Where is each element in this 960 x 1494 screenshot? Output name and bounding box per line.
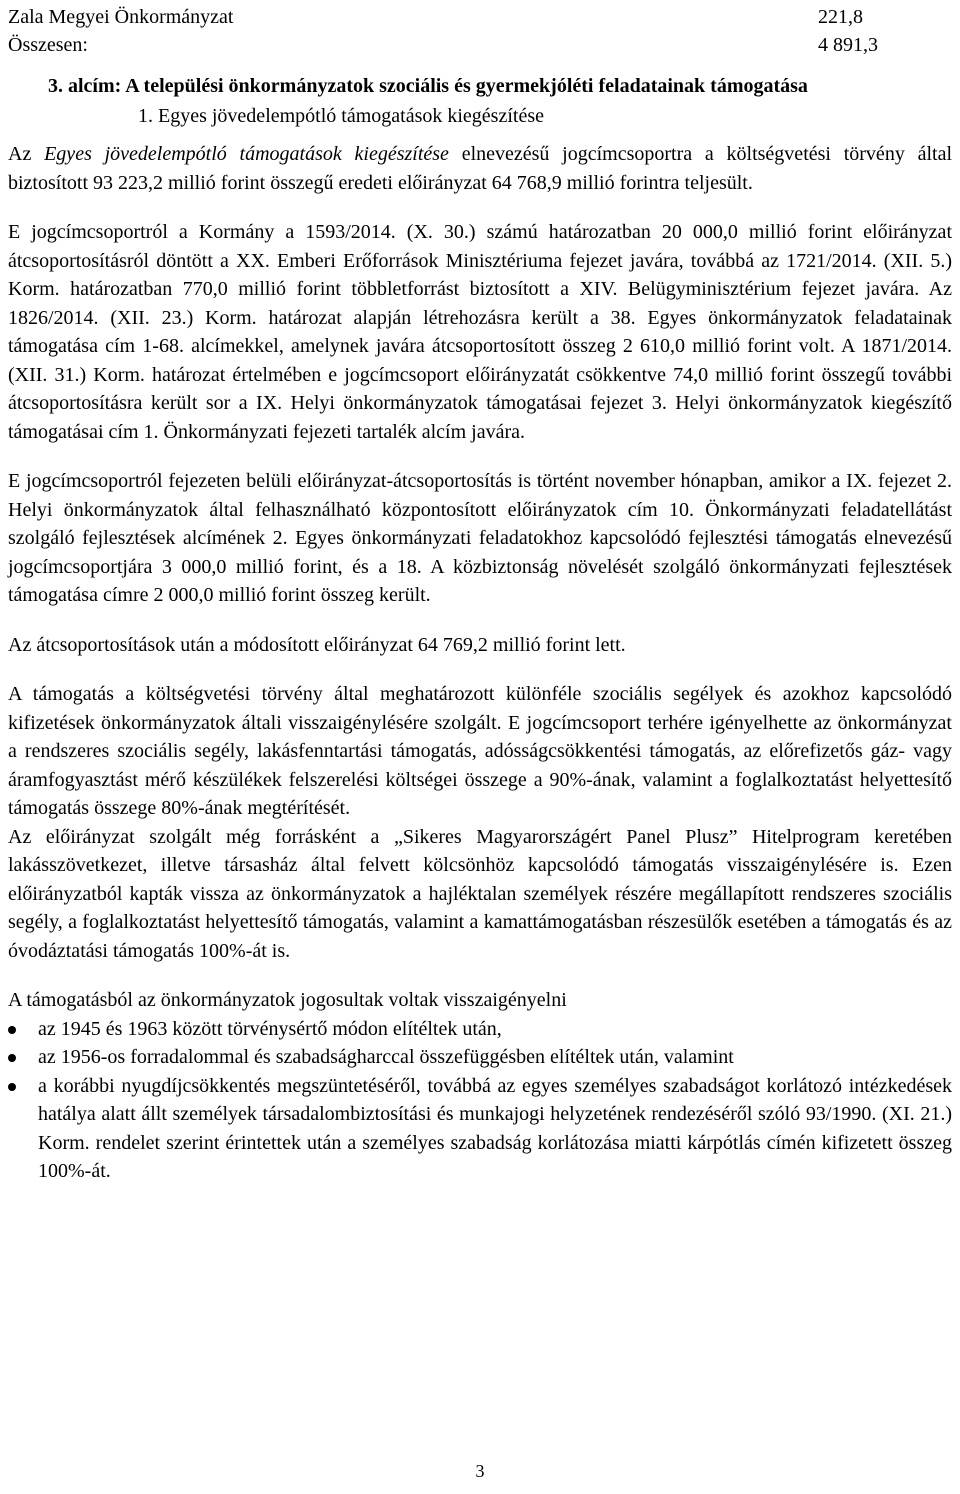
intro-lead: Az <box>8 143 45 165</box>
subheading-number: 3. <box>48 75 63 97</box>
summary-label: Összesen: <box>8 34 88 56</box>
list-item-text: az 1956-os forradalommal és szabadságharccal összefüggésben elítéltek után, valamint <box>38 1046 734 1068</box>
intro-italic-title: Egyes jövedelempótló támogatások kiegészítése <box>44 143 449 165</box>
subheading-text: alcím: A települési önkormányzatok szociális és gyermekjóléti feladatainak támogatása <box>68 75 808 97</box>
bullet-icon <box>8 1083 16 1091</box>
subheading <box>8 72 952 100</box>
list-item <box>8 1043 952 1072</box>
summary-value: 4 891,3 <box>818 34 878 56</box>
section-title: 1. Egyes jövedelempótló támogatások kiegészítése <box>138 105 544 127</box>
summary-label: Zala Megyei Önkormányzat <box>8 6 234 28</box>
paragraph-government-decisions: E jogcímcsoportról a Kormány a 1593/2014. (X. 30.) számú határozatban 20 000,0 millió forint előirányzat átcsoportosításról döntött a XX. Emberi Erőforrások Minisztériuma fejezet javára, továbbá az 1721/2014. (XII. 5.) Korm. határozatban 770,0 millió forint többletforrást biztosított a XIV. Belügyminisztérium fejezet javára. Az 1826/2014. (XII. 23.) Korm. határozat alapján létrehozásra került a 38. Egyes önkormányzatok feladatainak támogatása cím 1-68. alcímekkel, amelynek javára átcsoportosított összeg 2 610,0 millió forint volt. A 1871/2014. (XII. 31.) Korm. határozat értelmében e jogcímcsoport előirányzatát csökkentve 74,0 millió forint összegű további átcsoportosításra került sor a IX. Helyi önkormányzatok támogatásai fejezet 3. Helyi önkormányzatok kiegészítő támogatásai cím 1. Önkormányzati fejezeti tartalék alcím javára. <box>8 221 952 443</box>
summary-row-total <box>8 31 952 59</box>
list-item <box>8 1015 952 1044</box>
eligibility-list <box>8 1015 952 1186</box>
paragraph-eligibility-intro: A támogatásból az önkormányzatok jogosultak voltak visszaigényelni <box>8 989 567 1011</box>
summary-value: 221,8 <box>818 6 863 28</box>
document-page <box>0 3 960 1494</box>
list-item-text: az 1945 és 1963 között törvénysértő módon elítéltek után, <box>38 1017 502 1040</box>
list-item-text: a korábbi nyugdíjcsökkentés megszüntetéséről, továbbá az egyes személyes szabadságot korlátozó intézkedések hatálya alatt állt személyek társadalombiztosítási és munkajogi helyzetének rendezéséről szóló 93/1990. (XI. 21.) Korm. rendelet szerint érintettek után a személyes szabadság korlátozása miatti kárpótlás címén kifizetett összeg 100%-át. <box>38 1074 952 1182</box>
page-number: 3 <box>475 1461 485 1481</box>
paragraph-purpose: A támogatás a költségvetési törvény által meghatározott különféle szociális segélyek és azokhoz kapcsolódó kifizetések önkormányzatok általi visszaigénylésére szolgált. E jogcímcsoport terhére igényelhette az önkormányzat a rendszeres szociális segély, lakásfenntartási támogatás, adósságcsökkentési támogatás, az előrefizetős gáz- vagy áramfogyasztást mérő készülékek felszerelési költségei összege a 90%-ának, valamint a foglalkoztatást helyettesítő támogatás összege 80%-ának megtérítését. <box>8 683 952 819</box>
paragraph-additional-source: Az előirányzat szolgált még forrásként a „Sikeres Magyarországért Panel Plusz” Hitelprogram keretében lakásszövetkezet, illetve társasház által felvett kölcsönhöz kapcsolódó támogatás visszaigénylésére is. Ezen előirányzatból kapták vissza az önkormányzatok a hajléktalan személyek részére megállapított rendszeres szociális segély, a foglalkoztatást helyettesítő támogatás, valamint a kamattámogatásban részesülők esetében a támogatás és az óvodáztatási támogatás 100%-át is. <box>8 825 952 962</box>
list-item <box>8 1072 952 1186</box>
summary-row-zala <box>8 3 952 31</box>
intro-paragraph <box>8 140 952 197</box>
paragraph-modified-appropriation: Az átcsoportosítások után a módosított előirányzat 64 769,2 millió forint lett. <box>8 633 626 656</box>
bullet-icon <box>8 1054 16 1062</box>
bullet-icon <box>8 1026 16 1034</box>
intro-rest: elnevezésű jogcímcsoportra a költségvetési törvény által biztosított 93 223,2 millió forint összegű eredeti előirányzat 64 768,9 millió forintra teljesült. <box>8 143 952 194</box>
paragraph-internal-reallocation: E jogcímcsoportról fejezeten belüli előirányzat-átcsoportosítás is történt november hónapban, amikor a IX. fejezet 2. Helyi önkormányzatok által felhasználható központosított előirányzatok cím 10. Önkormányzati feladatellátást szolgáló fejlesztések alcímének 2. Egyes önkormányzati feladatokhoz kapcsolódó fejlesztési támogatás elnevezésű jogcímcsoportjára 3 000,0 millió forint, és a 18. A közbiztonság növelését szolgáló önkormányzati fejlesztések támogatása címre 2 000,0 millió forint összeg került. <box>8 470 952 606</box>
